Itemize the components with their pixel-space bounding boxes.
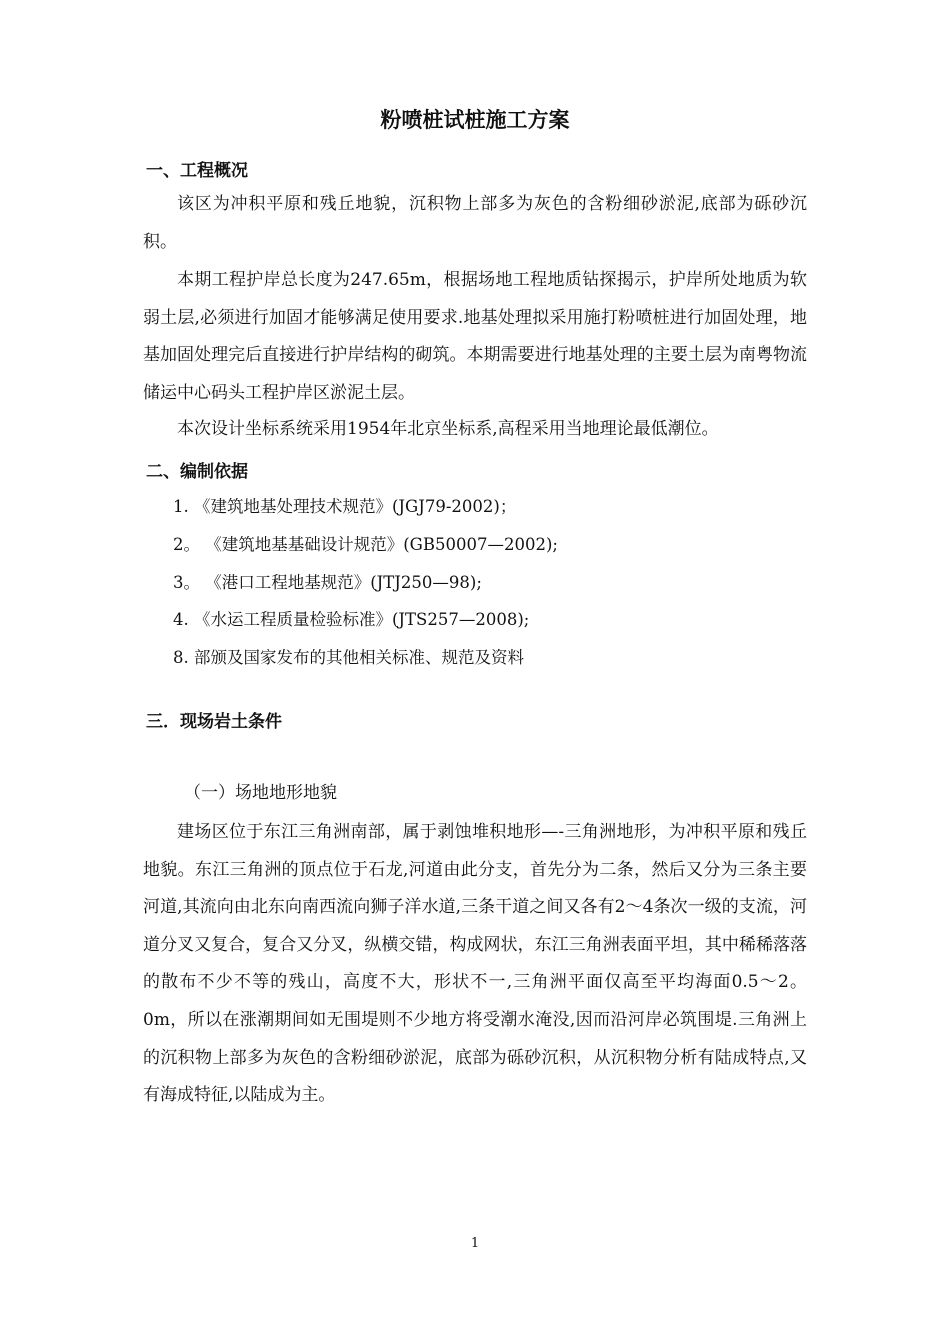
- paragraph-terrain: 建场区位于东江三角洲南部，属于剥蚀堆积地形—-三角洲地形，为冲积平原和残丘地貌。东江三角洲的顶点位于石龙,河道由此分支，首先分为二条，然后又分为三条主要河道,其流向由北东向南西流向狮子洋水道,三条干道之间又各有2～4条次一级的支流，河道分叉又复合，复合又分叉，纵横交错，构成网状，东江三角洲表面平坦，其中稀稀落落的散布不少不等的残山，高度不大，形状不一,三角洲平面仅高至平均海面0.5～2。0m，所以在涨潮期间如无围堤则不少地方将受潮水淹没,因而沿河岸必筑围堤.三角洲上的沉积物上部多为灰色的含粉细砂淤泥，底部为砾砂沉积，从沉积物分析有陆成特点,又有海成特征,以陆成为主。: [143, 822, 807, 1106]
- section-heading-geotechnical: 三．现场岩土条件: [146, 712, 282, 732]
- reference-item: 1. 《建筑地基处理技术规范》(JGJ79-2002)；: [173, 497, 517, 516]
- section-heading-basis: 二、编制依据: [146, 462, 248, 482]
- page-number: 1: [470, 1236, 480, 1251]
- document-title: 粉喷桩试桩施工方案: [380, 108, 570, 132]
- paragraph-overview-1: 该区为冲积平原和残丘地貌，沉积物上部多为灰色的含粉细砂淤泥,底部为砾砂沉积。: [143, 194, 807, 252]
- paragraph-overview-3: 本次设计坐标系统采用1954年北京坐标系,高程采用当地理论最低潮位。: [177, 419, 719, 439]
- subheading-terrain: （一）场地地形地貌: [184, 783, 337, 803]
- paragraph-overview-2: 本期工程护岸总长度为247.65m，根据场地工程地质钻探揭示，护岸所处地质为软弱土层,必须进行加固才能够满足使用要求.地基处理拟采用施打粉喷桩进行加固处理，地基加固处理完后直接进行护岸结构的砌筑。本期需要进行地基处理的主要土层为南粤物流储运中心码头工程护岸区淤泥土层。: [143, 270, 807, 403]
- reference-item: 2。 《建筑地基基础设计规范》(GB50007—2002);: [173, 535, 558, 554]
- reference-item: 4. 《水运工程质量检验标准》(JTS257—2008);: [173, 610, 530, 629]
- reference-item: 3。 《港口工程地基规范》(JTJ250—98);: [173, 573, 482, 592]
- reference-item: 8. 部颁及国家发布的其他相关标准、规范及资料: [173, 648, 524, 667]
- section-heading-overview: 一、工程概况: [146, 161, 248, 181]
